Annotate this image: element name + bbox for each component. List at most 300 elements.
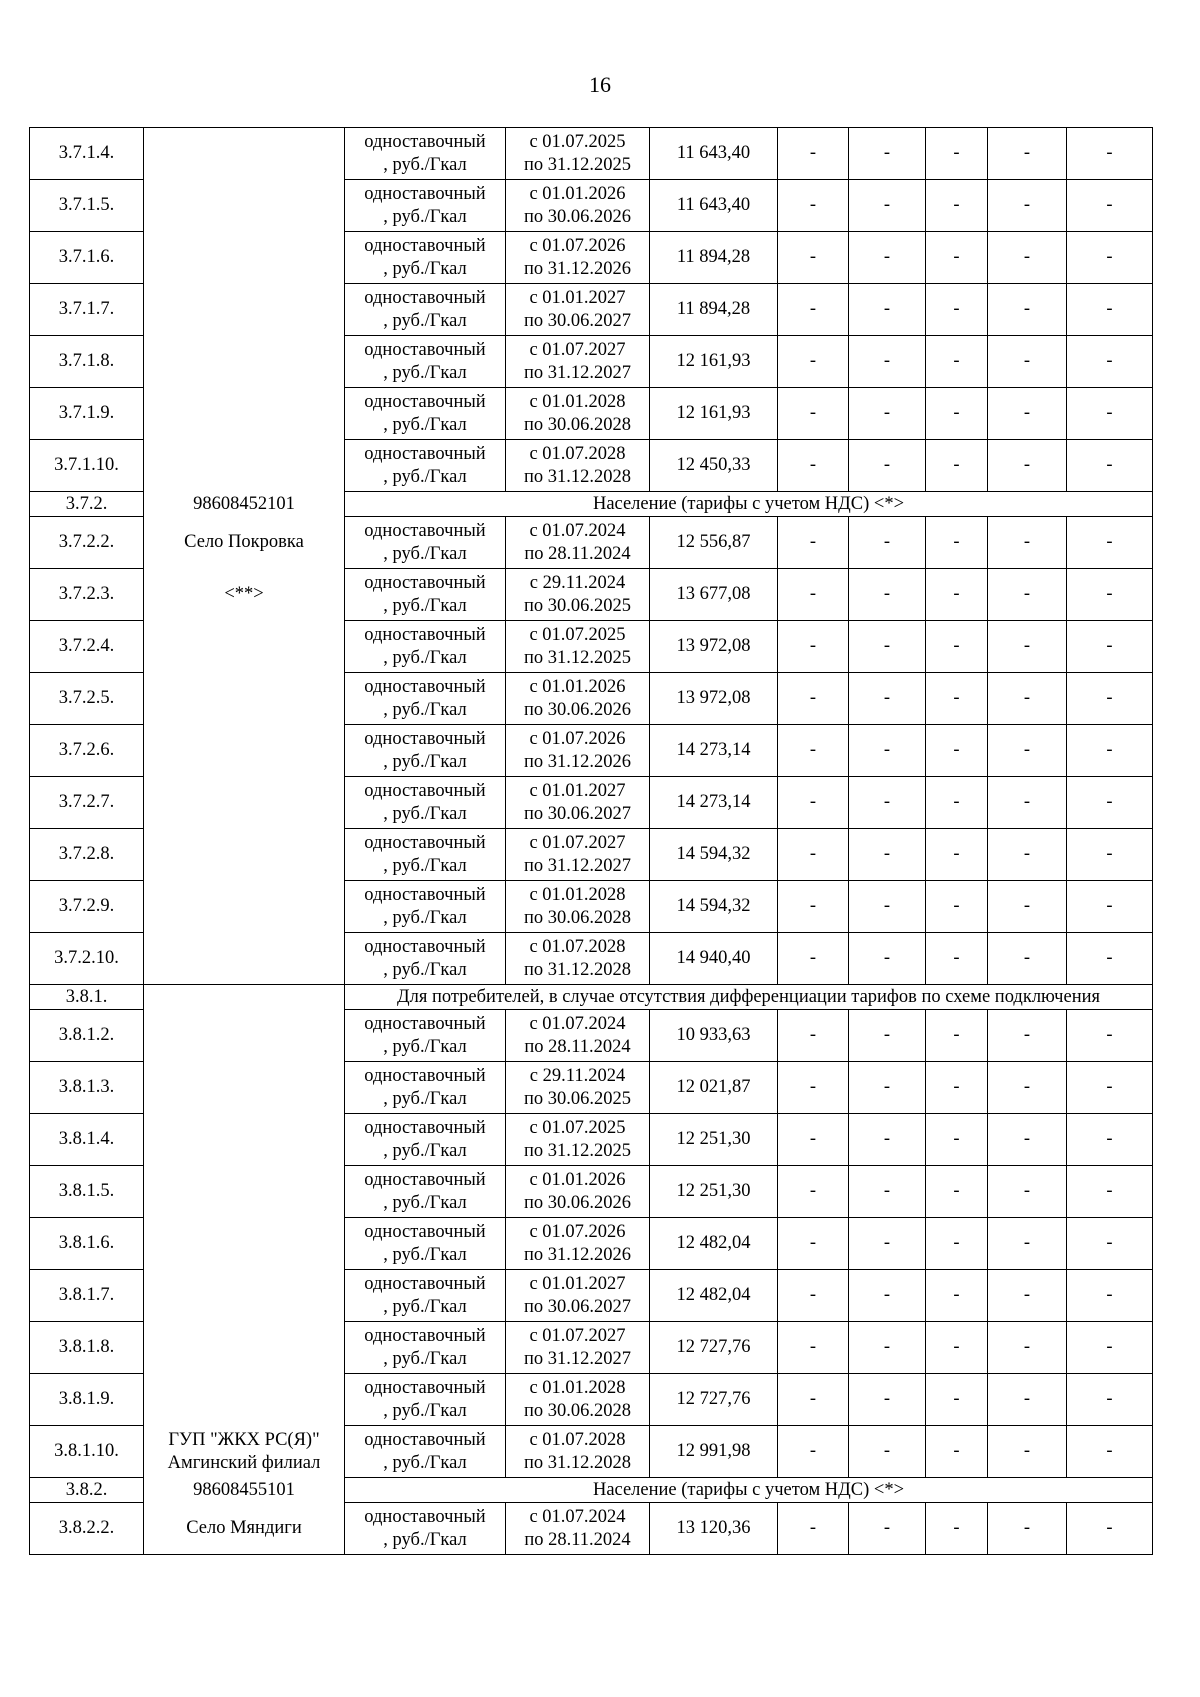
- empty-value-dash: -: [926, 1270, 988, 1322]
- table-row: [30, 284, 1153, 336]
- period-from: с 01.07.2028: [529, 443, 626, 464]
- organization-cell: [144, 1166, 345, 1218]
- empty-value-dash: -: [778, 1426, 849, 1478]
- empty-value-dash: -: [849, 1503, 926, 1555]
- tariff-unit: [345, 777, 506, 829]
- tariff-value: 13 120,36: [650, 1503, 778, 1555]
- empty-value-dash: -: [988, 232, 1067, 284]
- empty-value-dash: -: [988, 1010, 1067, 1062]
- row-number: 3.7.1.10.: [30, 440, 144, 492]
- empty-value-dash: -: [926, 388, 988, 440]
- unit-text: одноставочный: [364, 443, 486, 464]
- tariff-value: 11 643,40: [650, 128, 778, 180]
- tariff-unit: [345, 440, 506, 492]
- row-number: 3.8.2.2.: [30, 1503, 144, 1555]
- tariff-unit: [345, 1503, 506, 1555]
- unit-text: одноставочный: [364, 391, 486, 412]
- unit-text: одноставочный: [364, 884, 486, 905]
- tariff-value: 14 273,14: [650, 777, 778, 829]
- row-number: 3.8.1.4.: [30, 1114, 144, 1166]
- empty-value-dash: -: [926, 1062, 988, 1114]
- section-header: Население (тарифы с учетом НДС) <*>: [345, 492, 1153, 517]
- period-to: по 31.12.2026: [523, 258, 632, 279]
- empty-value-dash: -: [926, 569, 988, 621]
- empty-value-dash: -: [1067, 1062, 1153, 1114]
- period-to: по 30.06.2027: [523, 310, 632, 331]
- organization-cell: [144, 673, 345, 725]
- empty-value-dash: -: [849, 673, 926, 725]
- period-from: с 01.01.2027: [529, 780, 626, 801]
- organization-cell: [144, 180, 345, 232]
- empty-value-dash: -: [778, 440, 849, 492]
- row-number: 3.8.1.9.: [30, 1374, 144, 1426]
- empty-value-dash: -: [778, 180, 849, 232]
- section-header-row: [30, 492, 1153, 517]
- empty-value-dash: -: [988, 1166, 1067, 1218]
- row-number: 3.8.1.2.: [30, 1010, 144, 1062]
- tariff-value: 12 727,76: [650, 1374, 778, 1426]
- period-from: с 01.01.2028: [529, 884, 626, 905]
- period-to: по 31.12.2028: [523, 1452, 632, 1473]
- tariff-unit: [345, 1218, 506, 1270]
- empty-value-dash: -: [926, 1218, 988, 1270]
- tariff-table: [29, 127, 1153, 1555]
- period-cell: [506, 673, 650, 725]
- row-number: 3.7.1.6.: [30, 232, 144, 284]
- organization-cell: [144, 492, 345, 517]
- tariff-value: 13 972,08: [650, 621, 778, 673]
- empty-value-dash: -: [849, 1114, 926, 1166]
- empty-value-dash: -: [1067, 336, 1153, 388]
- tariff-value: 10 933,63: [650, 1010, 778, 1062]
- organization-cell: [144, 1503, 345, 1555]
- organization-cell: [144, 1478, 345, 1503]
- tariff-unit: [345, 1010, 506, 1062]
- empty-value-dash: -: [1067, 673, 1153, 725]
- organization-cell: [144, 881, 345, 933]
- period-cell: [506, 933, 650, 985]
- empty-value-dash: -: [988, 569, 1067, 621]
- tariff-unit: [345, 881, 506, 933]
- organization-cell: [144, 1218, 345, 1270]
- table-row: [30, 1374, 1153, 1426]
- table-row: [30, 1166, 1153, 1218]
- empty-value-dash: -: [1067, 725, 1153, 777]
- organization-cell: [144, 1426, 345, 1478]
- period-from: с 29.11.2024: [529, 572, 626, 593]
- organization-cell: [144, 985, 345, 1010]
- tariff-value: 12 482,04: [650, 1218, 778, 1270]
- section-header: Население (тарифы с учетом НДС) <*>: [345, 1478, 1153, 1503]
- empty-value-dash: -: [1067, 1270, 1153, 1322]
- empty-value-dash: -: [1067, 284, 1153, 336]
- unit-text: одноставочный: [364, 832, 486, 853]
- period-from: с 01.07.2027: [529, 832, 626, 853]
- empty-value-dash: -: [988, 933, 1067, 985]
- tariff-unit: [345, 933, 506, 985]
- table-row: [30, 232, 1153, 284]
- empty-value-dash: -: [778, 621, 849, 673]
- period-to: по 30.06.2026: [523, 699, 632, 720]
- period-to: по 31.12.2026: [523, 751, 632, 772]
- empty-value-dash: -: [988, 777, 1067, 829]
- unit-text: одноставочный: [364, 780, 486, 801]
- tariff-unit: [345, 1114, 506, 1166]
- period-from: с 01.07.2024: [529, 520, 626, 541]
- period-from: с 01.07.2025: [529, 131, 626, 152]
- empty-value-dash: -: [778, 933, 849, 985]
- unit-text: одноставочный: [364, 520, 486, 541]
- empty-value-dash: -: [849, 1010, 926, 1062]
- tariff-value: 12 482,04: [650, 1270, 778, 1322]
- organization-cell: [144, 336, 345, 388]
- tariff-unit: [345, 621, 506, 673]
- row-number: 3.8.1.10.: [30, 1426, 144, 1478]
- organization-cell: [144, 388, 345, 440]
- unit-text: , руб./Гкал: [383, 1036, 467, 1057]
- unit-text: одноставочный: [364, 287, 486, 308]
- table-row: [30, 128, 1153, 180]
- empty-value-dash: -: [778, 1503, 849, 1555]
- empty-value-dash: -: [778, 881, 849, 933]
- period-cell: [506, 128, 650, 180]
- period-cell: [506, 881, 650, 933]
- empty-value-dash: -: [1067, 1374, 1153, 1426]
- period-to: по 31.12.2025: [523, 647, 632, 668]
- period-cell: [506, 517, 650, 569]
- unit-text: , руб./Гкал: [383, 1296, 467, 1317]
- empty-value-dash: -: [1067, 1010, 1153, 1062]
- row-number: 3.8.1.7.: [30, 1270, 144, 1322]
- period-from: с 01.07.2028: [529, 1429, 626, 1450]
- table-row: [30, 517, 1153, 569]
- tariff-value: 13 972,08: [650, 673, 778, 725]
- period-to: по 31.12.2028: [523, 959, 632, 980]
- empty-value-dash: -: [926, 128, 988, 180]
- empty-value-dash: -: [778, 725, 849, 777]
- empty-value-dash: -: [849, 933, 926, 985]
- period-cell: [506, 829, 650, 881]
- period-cell: [506, 1503, 650, 1555]
- empty-value-dash: -: [849, 336, 926, 388]
- organization-cell: [144, 1062, 345, 1114]
- organization-cell: [144, 725, 345, 777]
- empty-value-dash: -: [988, 725, 1067, 777]
- empty-value-dash: -: [778, 388, 849, 440]
- unit-text: одноставочный: [364, 1117, 486, 1138]
- period-cell: [506, 777, 650, 829]
- row-number: 3.8.1.3.: [30, 1062, 144, 1114]
- page-number: 16: [589, 72, 611, 97]
- table-row: [30, 673, 1153, 725]
- period-cell: [506, 1270, 650, 1322]
- table-row: [30, 180, 1153, 232]
- organization-text: <**>: [224, 584, 264, 604]
- period-to: по 28.11.2024: [524, 543, 631, 564]
- unit-text: одноставочный: [364, 1506, 486, 1527]
- period-from: с 01.01.2027: [529, 287, 626, 308]
- empty-value-dash: -: [926, 232, 988, 284]
- empty-value-dash: -: [849, 232, 926, 284]
- table-row: [30, 777, 1153, 829]
- unit-text: , руб./Гкал: [383, 543, 467, 564]
- row-number: 3.8.1.5.: [30, 1166, 144, 1218]
- row-number: 3.7.2.3.: [30, 569, 144, 621]
- organization-cell: [144, 1374, 345, 1426]
- tariff-unit: [345, 1166, 506, 1218]
- period-from: с 01.07.2026: [529, 235, 626, 256]
- table-row: [30, 1062, 1153, 1114]
- table-row: [30, 1503, 1153, 1555]
- row-number: 3.7.2.7.: [30, 777, 144, 829]
- table-row: [30, 1270, 1153, 1322]
- tariff-value: 13 677,08: [650, 569, 778, 621]
- organization-cell: [144, 517, 345, 569]
- organization-text: Село Покровка: [184, 532, 304, 552]
- empty-value-dash: -: [849, 569, 926, 621]
- empty-value-dash: -: [926, 1374, 988, 1426]
- period-from: с 01.07.2027: [529, 1325, 626, 1346]
- empty-value-dash: -: [988, 128, 1067, 180]
- table-row: [30, 933, 1153, 985]
- period-cell: [506, 180, 650, 232]
- unit-text: одноставочный: [364, 624, 486, 645]
- unit-text: , руб./Гкал: [383, 855, 467, 876]
- organization-cell: [144, 621, 345, 673]
- empty-value-dash: -: [1067, 517, 1153, 569]
- row-number: 3.7.2.4.: [30, 621, 144, 673]
- empty-value-dash: -: [988, 284, 1067, 336]
- tariff-unit: [345, 1270, 506, 1322]
- unit-text: , руб./Гкал: [383, 751, 467, 772]
- empty-value-dash: -: [1067, 829, 1153, 881]
- tariff-unit: [345, 517, 506, 569]
- unit-text: , руб./Гкал: [383, 362, 467, 383]
- unit-text: , руб./Гкал: [383, 258, 467, 279]
- empty-value-dash: -: [778, 1166, 849, 1218]
- empty-value-dash: -: [1067, 388, 1153, 440]
- empty-value-dash: -: [926, 1322, 988, 1374]
- period-to: по 31.12.2027: [523, 1348, 632, 1369]
- period-from: с 01.01.2026: [529, 183, 626, 204]
- organization-cell: [144, 232, 345, 284]
- empty-value-dash: -: [926, 621, 988, 673]
- empty-value-dash: -: [1067, 1503, 1153, 1555]
- period-to: по 30.06.2025: [523, 1088, 632, 1109]
- unit-text: одноставочный: [364, 572, 486, 593]
- tariff-unit: [345, 128, 506, 180]
- period-cell: [506, 388, 650, 440]
- table-row: [30, 621, 1153, 673]
- row-number: 3.7.2.2.: [30, 517, 144, 569]
- empty-value-dash: -: [926, 1010, 988, 1062]
- period-from: с 01.01.2028: [529, 391, 626, 412]
- unit-text: одноставочный: [364, 1221, 486, 1242]
- empty-value-dash: -: [988, 1426, 1067, 1478]
- unit-text: , руб./Гкал: [383, 466, 467, 487]
- period-to: по 30.06.2025: [523, 595, 632, 616]
- empty-value-dash: -: [926, 933, 988, 985]
- period-cell: [506, 232, 650, 284]
- tariff-value: 12 251,30: [650, 1166, 778, 1218]
- empty-value-dash: -: [778, 1218, 849, 1270]
- empty-value-dash: -: [988, 829, 1067, 881]
- organization-text: ГУП "ЖКХ РС(Я)": [168, 1429, 320, 1450]
- organization-text: 98608455101: [193, 1479, 295, 1500]
- empty-value-dash: -: [926, 336, 988, 388]
- organization-cell: [144, 829, 345, 881]
- empty-value-dash: -: [926, 1426, 988, 1478]
- empty-value-dash: -: [1067, 1166, 1153, 1218]
- unit-text: , руб./Гкал: [383, 699, 467, 720]
- period-from: с 01.01.2026: [529, 1169, 626, 1190]
- empty-value-dash: -: [849, 777, 926, 829]
- tariff-value: 14 940,40: [650, 933, 778, 985]
- period-cell: [506, 1426, 650, 1478]
- period-cell: [506, 1166, 650, 1218]
- table-row: [30, 1114, 1153, 1166]
- period-from: с 01.07.2024: [529, 1013, 626, 1034]
- row-number: 3.8.2.: [30, 1478, 144, 1503]
- empty-value-dash: -: [778, 128, 849, 180]
- organization-text: Село Мяндиги: [186, 1517, 302, 1538]
- empty-value-dash: -: [778, 829, 849, 881]
- period-to: по 30.06.2028: [523, 1400, 632, 1421]
- period-cell: [506, 569, 650, 621]
- row-number: 3.7.2.10.: [30, 933, 144, 985]
- table-row: [30, 440, 1153, 492]
- tariff-value: 12 556,87: [650, 517, 778, 569]
- period-to: по 31.12.2027: [523, 855, 632, 876]
- tariff-unit: [345, 1426, 506, 1478]
- empty-value-dash: -: [1067, 128, 1153, 180]
- tariff-value: 12 251,30: [650, 1114, 778, 1166]
- empty-value-dash: -: [849, 1062, 926, 1114]
- empty-value-dash: -: [1067, 569, 1153, 621]
- empty-value-dash: -: [988, 1503, 1067, 1555]
- empty-value-dash: -: [1067, 440, 1153, 492]
- empty-value-dash: -: [849, 881, 926, 933]
- table-row: [30, 336, 1153, 388]
- table-row: [30, 569, 1153, 621]
- empty-value-dash: -: [778, 569, 849, 621]
- period-to: по 31.12.2026: [523, 1244, 632, 1265]
- period-to: по 31.12.2025: [523, 1140, 632, 1161]
- empty-value-dash: -: [1067, 881, 1153, 933]
- table-row: [30, 829, 1153, 881]
- empty-value-dash: -: [988, 621, 1067, 673]
- table-row: [30, 725, 1153, 777]
- unit-text: одноставочный: [364, 936, 486, 957]
- row-number: 3.7.2.9.: [30, 881, 144, 933]
- tariff-value: 11 894,28: [650, 232, 778, 284]
- empty-value-dash: -: [778, 1374, 849, 1426]
- unit-text: одноставочный: [364, 676, 486, 697]
- row-number: 3.7.1.9.: [30, 388, 144, 440]
- empty-value-dash: -: [988, 517, 1067, 569]
- tariff-unit: [345, 336, 506, 388]
- period-to: по 30.06.2026: [523, 1192, 632, 1213]
- empty-value-dash: -: [778, 517, 849, 569]
- period-cell: [506, 440, 650, 492]
- empty-value-dash: -: [1067, 1322, 1153, 1374]
- organization-cell: [144, 1270, 345, 1322]
- empty-value-dash: -: [778, 284, 849, 336]
- tariff-value: 12 991,98: [650, 1426, 778, 1478]
- row-number: 3.8.1.8.: [30, 1322, 144, 1374]
- organization-text: Амгинский филиал: [167, 1452, 321, 1473]
- unit-text: , руб./Гкал: [383, 803, 467, 824]
- period-to: по 28.11.2024: [524, 1036, 631, 1057]
- empty-value-dash: -: [926, 777, 988, 829]
- period-cell: [506, 1218, 650, 1270]
- period-to: по 31.12.2027: [523, 362, 632, 383]
- empty-value-dash: -: [926, 284, 988, 336]
- empty-value-dash: -: [849, 1166, 926, 1218]
- unit-text: одноставочный: [364, 131, 486, 152]
- unit-text: одноставочный: [364, 183, 486, 204]
- tariff-unit: [345, 388, 506, 440]
- row-number: 3.7.2.5.: [30, 673, 144, 725]
- row-number: 3.7.1.7.: [30, 284, 144, 336]
- tariff-unit: [345, 284, 506, 336]
- period-from: с 01.07.2025: [529, 624, 626, 645]
- empty-value-dash: -: [1067, 1114, 1153, 1166]
- empty-value-dash: -: [988, 1374, 1067, 1426]
- unit-text: , руб./Гкал: [383, 959, 467, 980]
- unit-text: одноставочный: [364, 1325, 486, 1346]
- period-cell: [506, 284, 650, 336]
- empty-value-dash: -: [926, 440, 988, 492]
- tariff-value: 14 594,32: [650, 881, 778, 933]
- empty-value-dash: -: [849, 128, 926, 180]
- unit-text: , руб./Гкал: [383, 647, 467, 668]
- table-row: [30, 1426, 1153, 1478]
- organization-cell: [144, 440, 345, 492]
- organization-text: 98608452101: [193, 493, 295, 514]
- unit-text: одноставочный: [364, 1377, 486, 1398]
- organization-cell: [144, 284, 345, 336]
- empty-value-dash: -: [988, 1322, 1067, 1374]
- unit-text: одноставочный: [364, 1429, 486, 1450]
- empty-value-dash: -: [1067, 1218, 1153, 1270]
- section-header-row: [30, 1478, 1153, 1503]
- organization-cell: [144, 1114, 345, 1166]
- empty-value-dash: -: [1067, 180, 1153, 232]
- empty-value-dash: -: [778, 1062, 849, 1114]
- empty-value-dash: -: [926, 725, 988, 777]
- empty-value-dash: -: [1067, 1426, 1153, 1478]
- organization-cell: [144, 569, 345, 621]
- period-to: по 30.06.2026: [523, 206, 632, 227]
- unit-text: , руб./Гкал: [383, 1452, 467, 1473]
- period-from: с 01.07.2027: [529, 339, 626, 360]
- empty-value-dash: -: [988, 1270, 1067, 1322]
- table-row: [30, 1322, 1153, 1374]
- row-number: 3.8.1.6.: [30, 1218, 144, 1270]
- empty-value-dash: -: [1067, 933, 1153, 985]
- empty-value-dash: -: [1067, 232, 1153, 284]
- row-number: 3.7.2.: [30, 492, 144, 517]
- unit-text: , руб./Гкал: [383, 310, 467, 331]
- period-cell: [506, 621, 650, 673]
- empty-value-dash: -: [926, 1166, 988, 1218]
- organization-cell: [144, 777, 345, 829]
- unit-text: одноставочный: [364, 1273, 486, 1294]
- empty-value-dash: -: [778, 673, 849, 725]
- unit-text: , руб./Гкал: [383, 1348, 467, 1369]
- empty-value-dash: -: [926, 829, 988, 881]
